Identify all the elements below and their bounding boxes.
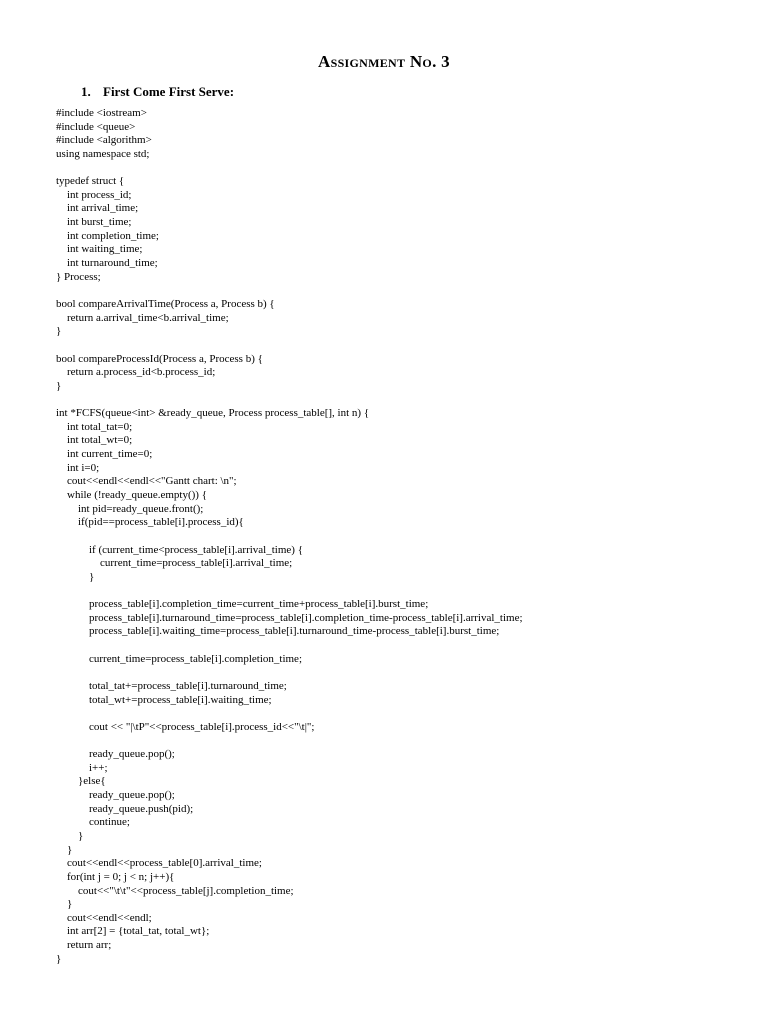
code-line: cout << "|\tP"<<process_table[i].process_id<<"\t|"; — [56, 720, 315, 733]
code-line: ready_queue.pop(); — [56, 748, 175, 761]
code-line: #include <queue> — [56, 120, 136, 133]
code-line: int total_tat=0; — [56, 420, 133, 433]
code-line: } — [56, 843, 73, 856]
page-title: Assignment No. 3 — [318, 52, 450, 71]
code-line: if (current_time<process_table[i].arrival_time) { — [56, 543, 303, 556]
code-line: }else{ — [56, 775, 106, 788]
section-number: 1. — [81, 84, 91, 99]
code-line: } Process; — [56, 270, 101, 283]
code-line: int current_time=0; — [56, 448, 153, 461]
code-line: return a.process_id<b.process_id; — [56, 366, 216, 379]
code-line: process_table[i].turnaround_time=process_table[i].completion_time-process_table[i].arrival_time; — [56, 611, 523, 624]
code-line: int arrival_time; — [56, 202, 139, 215]
code-line: int arr[2] = {total_tat, total_wt}; — [56, 925, 210, 938]
code-line: int burst_time; — [56, 216, 132, 229]
code-line: int waiting_time; — [56, 243, 143, 256]
code-line: bool compareProcessId(Process a, Process b) { — [56, 352, 263, 365]
code-line — [56, 339, 523, 353]
code-line — [56, 707, 523, 721]
code-line — [56, 639, 523, 653]
code-line: total_wt+=process_table[i].waiting_time; — [56, 693, 272, 706]
code-line: cout<<endl<<process_table[0].arrival_time; — [56, 857, 262, 870]
code-line — [56, 393, 523, 407]
code-line: #include <algorithm> — [56, 134, 152, 147]
code-line: ready_queue.pop(); — [56, 789, 175, 802]
code-line: ready_queue.push(pid); — [56, 802, 194, 815]
code-line: for(int j = 0; j < n; j++){ — [56, 870, 175, 883]
code-line: bool compareArrivalTime(Process a, Process b) { — [56, 297, 275, 310]
code-line: return arr; — [56, 939, 112, 952]
code-line: int *FCFS(queue<int> &ready_queue, Process process_table[], int n) { — [56, 407, 370, 420]
code-line: using namespace std; — [56, 147, 150, 160]
code-line: return a.arrival_time<b.arrival_time; — [56, 311, 229, 324]
code-line: int total_wt=0; — [56, 434, 133, 447]
code-line: i++; — [56, 761, 108, 774]
code-line: cout<<endl<<endl<<"Gantt chart: \n"; — [56, 475, 237, 488]
code-line: } — [56, 898, 73, 911]
code-line: if(pid==process_table[i].process_id){ — [56, 516, 244, 529]
code-line: int i=0; — [56, 461, 100, 474]
code-line: continue; — [56, 816, 130, 829]
code-line: while (!ready_queue.empty()) { — [56, 488, 207, 501]
code-line — [56, 734, 523, 748]
code-line: process_table[i].waiting_time=process_table[i].turnaround_time-process_table[i].burst_time; — [56, 625, 500, 638]
code-line: } — [56, 325, 62, 338]
code-line: int turnaround_time; — [56, 257, 158, 270]
code-line: process_table[i].completion_time=current_time+process_table[i].burst_time; — [56, 598, 429, 611]
code-line: current_time=process_table[i].completion_time; — [56, 652, 302, 665]
code-line: int pid=ready_queue.front(); — [56, 502, 204, 515]
code-line: current_time=process_table[i].arrival_time; — [56, 557, 293, 570]
code-line: typedef struct { — [56, 175, 125, 188]
code-line — [56, 162, 523, 176]
code-line: } — [56, 829, 84, 842]
code-line: #include <iostream> — [56, 107, 147, 119]
code-line — [56, 666, 523, 680]
code-line: cout<<"\t\t"<<process_table[j].completion_time; — [56, 884, 294, 897]
code-line: int process_id; — [56, 188, 132, 201]
code-line: } — [56, 570, 95, 583]
code-line — [56, 530, 523, 544]
code-line: cout<<endl<<endl; — [56, 911, 152, 924]
code-block — [56, 107, 523, 966]
code-line: } — [56, 952, 62, 965]
section-title: First Come First Serve: — [103, 84, 235, 99]
code-line: int completion_time; — [56, 229, 159, 242]
code-line: } — [56, 379, 62, 392]
section-heading — [81, 84, 234, 100]
code-line — [56, 584, 523, 598]
code-line — [56, 284, 523, 298]
code-line: total_tat+=process_table[i].turnaround_time; — [56, 679, 287, 692]
